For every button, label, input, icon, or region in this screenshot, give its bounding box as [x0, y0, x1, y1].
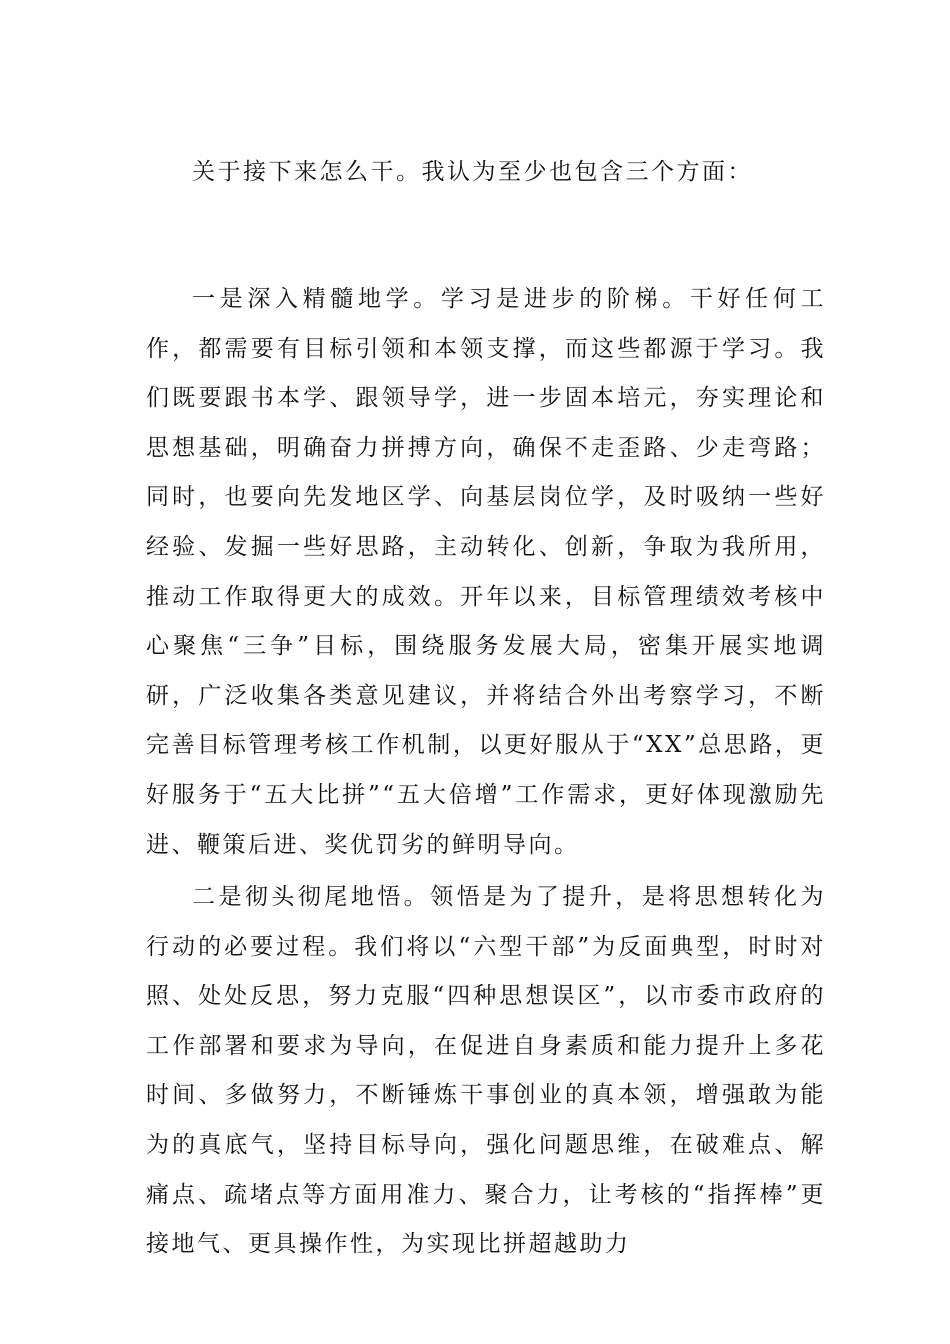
paragraph-study: 一是深入精髓地学。学习是进步的阶梯。干好任何工作，都需要有目标引领和本领支撑，而这些都源于学习。我们既要跟书本学、跟领导学，进一步固本培元，夯实理论和思想基础，明确奋力拼搏方向，确保不走歪路、少走弯路；同时，也要向先发地区学、向基层岗位学，及时吸纳一些好经验、发掘一些好思路，主动转化、创新，争取为我所用，推动工作取得更大的成效。开年以来，目标管理绩效考核中心聚焦“三争”目标，围绕服务发展大局，密集开展实地调研，广泛收集各类意见建议，并将结合外出考察学习，不断完善目标管理考核工作机制，以更好服从于“XX”总思路，更好服务于“五大比拼”“五大倍增”工作需求，更好体现激励先进、鞭策后进、奖优罚劣的鲜明导向。	[146, 286, 826, 858]
paragraph-intro: 关于接下来怎么干。我认为至少也包含三个方面：	[192, 159, 753, 185]
paragraph-comprehend: 二是彻头彻尾地悟。领悟是为了提升，是将思想转化为行动的必要过程。我们将以“六型干部”为反面典型，时时对照、处处反思，努力克服“四种思想误区”，以市委市政府的工作部署和要求为导向，在促进自身素质和能力提升上多花时间、多做努力，不断锤炼干事创业的真本领，增强敢为能为的真底气，坚持目标导向，强化问题思维，在破难点、解痛点、疏堵点等方面用准力、聚合力，让考核的“指挥棒”更接地气、更具操作性，为实现比拼超越助力	[146, 884, 826, 1258]
